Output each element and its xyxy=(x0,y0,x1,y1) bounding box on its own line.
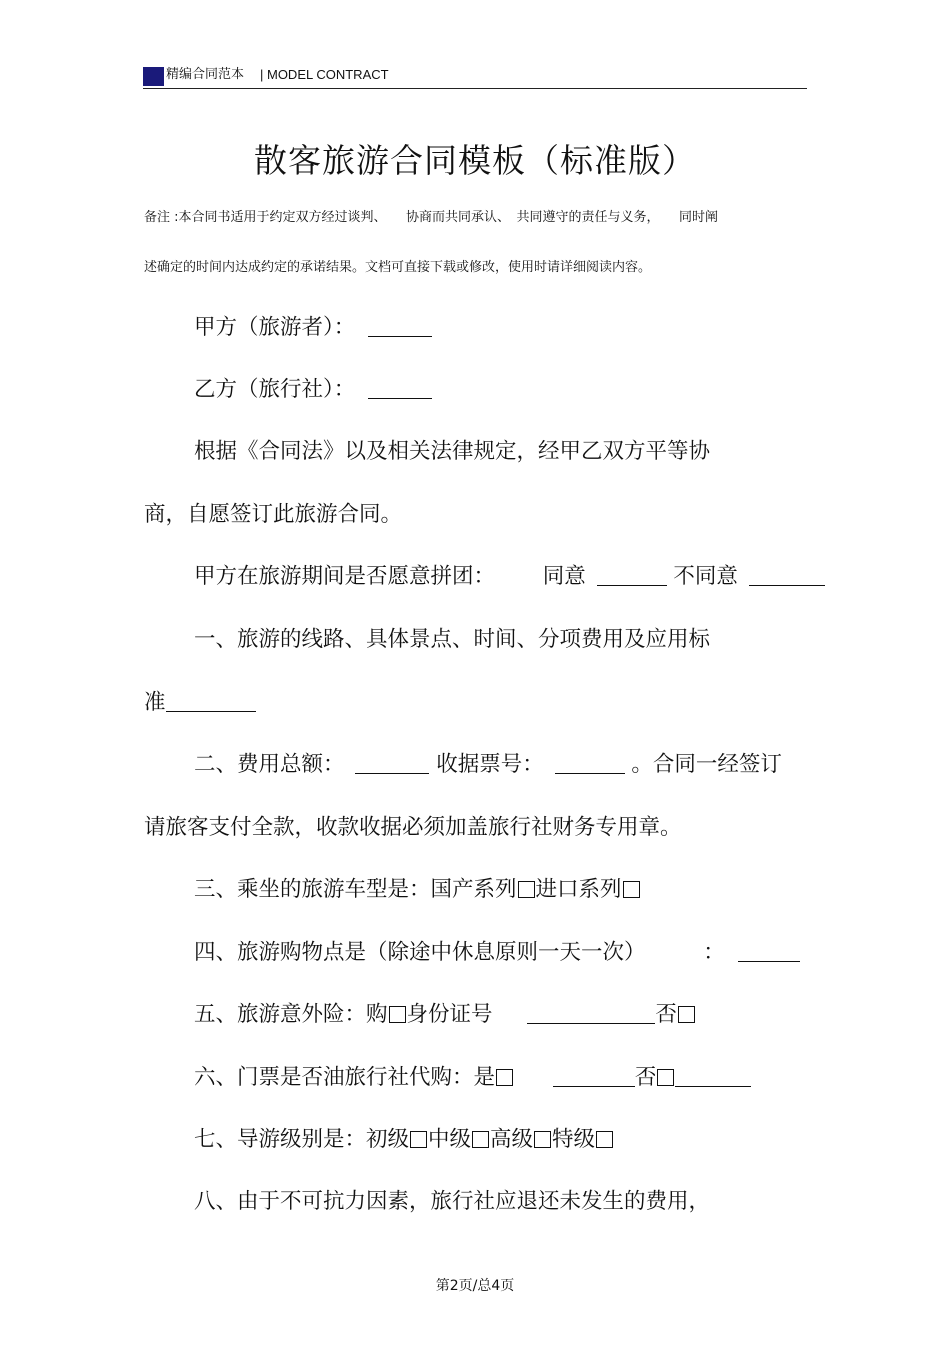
ticket-yes-checkbox[interactable] xyxy=(496,1069,513,1086)
ticket-yes-blank[interactable] xyxy=(553,1064,635,1087)
item-4-blank[interactable] xyxy=(738,939,800,962)
item-4-colon: ： xyxy=(703,940,725,965)
basis-line-1: 根据《合同法》以及相关法律规定，经甲乙双方平等协 xyxy=(194,439,711,464)
insurance-no-checkbox[interactable] xyxy=(678,1006,695,1023)
item-5-buy-label: 五、旅游意外险：购 xyxy=(194,1002,388,1027)
guide-junior-checkbox[interactable] xyxy=(410,1131,427,1148)
item-6-line xyxy=(194,1063,751,1093)
guide-senior-checkbox[interactable] xyxy=(534,1131,551,1148)
group-tour-question: 甲方在旅游期间是否愿意拼团： xyxy=(194,564,496,589)
guide-middle-checkbox[interactable] xyxy=(472,1131,489,1148)
item-4-line xyxy=(194,938,800,968)
party-a-line xyxy=(194,313,432,343)
item-1-line-1: 一、旅游的线路、具体景点、时间、分项费用及应用标 xyxy=(194,627,711,652)
item-7-special-label: 特级 xyxy=(552,1127,596,1152)
basis-line-2: 商，自愿签订此旅游合同。 xyxy=(144,502,403,527)
item-5-line xyxy=(194,1000,696,1030)
ticket-no-blank[interactable] xyxy=(675,1064,751,1087)
ticket-no-checkbox[interactable] xyxy=(657,1069,674,1086)
item-2-line-1 xyxy=(194,750,782,780)
header-series-english: | MODEL CONTRACT xyxy=(260,67,389,82)
logo-square-icon xyxy=(143,67,164,86)
item-3-line xyxy=(194,875,641,905)
item-7-senior-label: 高级 xyxy=(490,1127,534,1152)
item-3-domestic-label: 三、乘坐的旅游车型是：国产系列 xyxy=(194,877,517,902)
item-2-receipt-label: 收据票号： xyxy=(436,752,544,777)
note-line-2: 述确定的时间内达成约定的承诺结果。文档可直接下载或修改，使用时请详细阅读内容。 xyxy=(144,260,652,275)
group-disagree-blank[interactable] xyxy=(749,563,825,586)
item-2-signing-text: 。合同一经签订 xyxy=(631,752,782,777)
item-1-line-2 xyxy=(144,688,256,718)
party-b-label: 乙方（旅行社）： xyxy=(194,377,356,402)
item-2-line-2: 请旅客支付全款，收款收据必须加盖旅行社财务专用章。 xyxy=(144,815,682,840)
note-line-1: 备注 :本合同书适用于约定双方经过谈判、 协商而共同承认、 共同遵守的责任与义务， 同时阐 xyxy=(144,210,719,225)
page-indicator: 第2页/总4页 xyxy=(435,1278,515,1294)
id-number-blank[interactable] xyxy=(527,1001,655,1024)
domestic-series-checkbox[interactable] xyxy=(518,881,535,898)
group-agree-label: 同意 xyxy=(542,564,586,589)
item-4-label: 四、旅游购物点是（除途中休息原则一天一次） xyxy=(194,940,646,965)
imported-series-checkbox[interactable] xyxy=(623,881,640,898)
item-5-id-label: 身份证号 xyxy=(406,1002,493,1027)
party-b-line xyxy=(194,375,432,405)
group-agree-blank[interactable] xyxy=(597,563,667,586)
item-7-line xyxy=(194,1125,614,1155)
item-7-middle-label: 中级 xyxy=(428,1127,472,1152)
party-b-blank[interactable] xyxy=(368,376,432,399)
item-2-total-blank[interactable] xyxy=(355,751,429,774)
header-series-label: 精编合同范本 xyxy=(166,67,245,82)
guide-special-checkbox[interactable] xyxy=(596,1131,613,1148)
group-tour-line xyxy=(194,562,825,592)
item-2-total-label: 二、费用总额： xyxy=(194,752,345,777)
item-6-yes-label: 六、门票是否油旅行社代购：是 xyxy=(194,1065,496,1090)
document-title: 散客旅游合同模板（标准版） xyxy=(254,141,696,180)
item-1-standard-label: 准 xyxy=(144,690,166,715)
item-2-receipt-blank[interactable] xyxy=(555,751,625,774)
group-disagree-label: 不同意 xyxy=(673,564,738,589)
item-1-standard-blank[interactable] xyxy=(166,689,256,712)
party-a-blank[interactable] xyxy=(368,314,432,337)
insurance-buy-checkbox[interactable] xyxy=(389,1006,406,1023)
item-8-line: 八、由于不可抗力因素，旅行社应退还未发生的费用， xyxy=(194,1189,711,1214)
item-6-no-label: 否 xyxy=(634,1065,657,1090)
item-5-no-label: 否 xyxy=(655,1002,677,1027)
item-3-imported-label: 进口系列 xyxy=(535,877,622,902)
header-divider xyxy=(143,88,807,89)
item-7-junior-label: 七、导游级别是：初级 xyxy=(194,1127,410,1152)
party-a-label: 甲方（旅游者）： xyxy=(194,315,356,340)
